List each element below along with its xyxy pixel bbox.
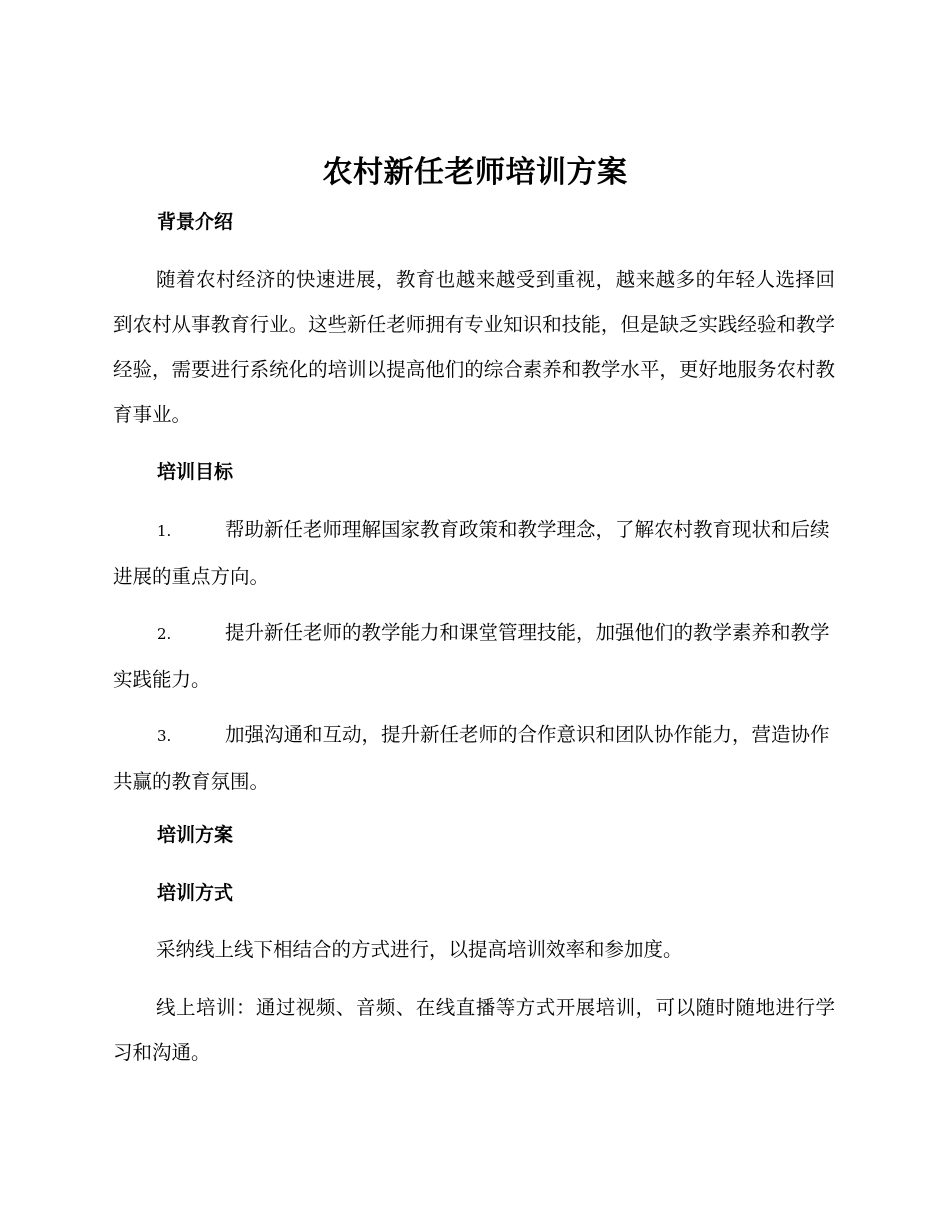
goal-item-1 <box>113 507 835 599</box>
paragraph-background: 随着农村经济的快速进展，教育也越来越受到重视，越来越多的年轻人选择回到农村从事教育行业。这些新任老师拥有专业知识和技能，但是缺乏实践经验和教学经验，需要进行系统化的培训以提高他们的综合素养和教学水平，更好地服务农村教育事业。 <box>113 268 835 426</box>
heading-background: 背景介绍 <box>157 211 234 233</box>
goal-item-3 <box>113 712 835 804</box>
paragraph-method-2: 线上培训：通过视频、音频、在线直播等方式开展培训，可以随时随地进行学习和沟通。 <box>113 996 835 1064</box>
goal-item-1-text: 帮助新任老师理解国家教育政策和教学理念，了解农村教育现状和后续进展的重点方向。 <box>113 518 830 588</box>
goal-item-2-number: 2. <box>157 625 172 643</box>
goal-item-3-text: 加强沟通和互动，提升新任老师的合作意识和团队协作能力，营造协作共赢的教育氛围。 <box>113 723 830 793</box>
document-title: 农村新任老师培训方案 <box>322 155 628 190</box>
paragraph-method-1: 采纳线上线下相结合的方式进行，以提高培训效率和参加度。 <box>156 938 683 961</box>
heading-goals: 培训目标 <box>157 461 234 483</box>
heading-method: 培训方式 <box>157 882 234 904</box>
goal-item-2 <box>113 610 835 702</box>
heading-plan: 培训方案 <box>157 824 234 846</box>
goal-item-2-text: 提升新任老师的教学能力和课堂管理技能，加强他们的教学素养和教学实践能力。 <box>113 621 830 691</box>
goal-item-3-number: 3. <box>157 727 172 745</box>
goal-item-1-number: 1. <box>157 522 172 540</box>
